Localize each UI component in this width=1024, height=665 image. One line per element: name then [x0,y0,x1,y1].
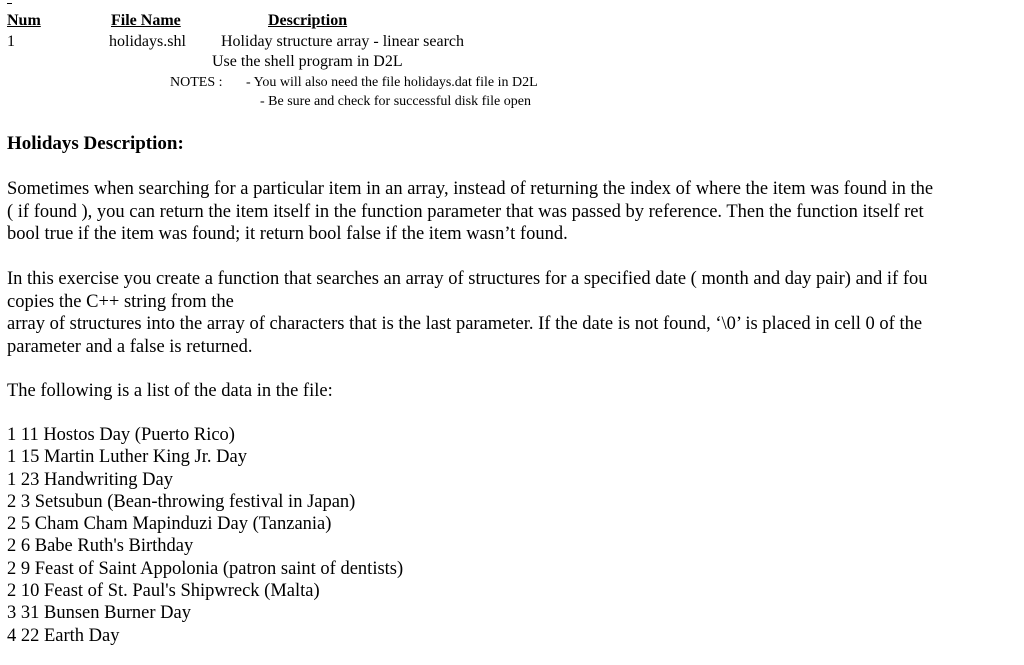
list-item: 2 6 Babe Ruth's Birthday [7,536,194,557]
top-left-mark [7,3,12,4]
list-item: 2 10 Feast of St. Paul's Shipwreck (Malta) [7,581,320,602]
paragraph-line: In this exercise you create a function that searches an array of structures for a specified date ( month and day pair) and if fou [7,269,928,289]
notes-label: NOTES : [170,75,223,90]
row-description: Holiday structure array - linear search [221,33,464,50]
paragraph-1 [7,178,933,246]
section-title: Holidays Description: [7,133,184,154]
header-num: Num [7,12,41,29]
paragraph-line: Sometimes when searching for a particular item in an array, instead of returning the index of where the item was found in the [7,179,934,199]
paragraph-line: bool true if the item was found; it return bool false if the item wasn’t found. [7,224,568,244]
list-item: 1 23 Handwriting Day [7,469,173,490]
paragraph-line: array of structures into the array of characters that is the last parameter. If the date is not found, ‘\0’ is placed in cell 0 of the [7,314,923,334]
use-shell-line: Use the shell program in D2L [212,53,403,70]
header-file-name: File Name [111,12,181,29]
list-item: 2 5 Cham Cham Mapinduzi Day (Tanzania) [7,514,332,535]
list-item: 3 31 Bunsen Burner Day [7,603,191,624]
list-intro: The following is a list of the data in the file: [7,381,333,401]
list-item: 4 22 Earth Day [7,625,120,646]
list-item: 2 3 Setsubun (Bean-throwing festival in Japan) [7,491,356,512]
note-line: - You will also need the file holidays.dat file in D2L [246,75,538,90]
list-item: 2 9 Feast of Saint Appolonia (patron saint of dentists) [7,558,404,579]
row-num: 1 [7,33,15,50]
list-item: 1 11 Hostos Day (Puerto Rico) [7,425,235,445]
paragraph-line: parameter and a false is returned. [7,336,253,357]
paragraph-2 [7,268,928,358]
note-line: - Be sure and check for successful disk file open [260,94,531,109]
row-file-name: holidays.shl [109,33,186,50]
paragraph-line: copies the C++ string from the [7,291,234,312]
holiday-data-list [7,424,403,647]
list-item: 1 15 Martin Luther King Jr. Day [7,447,247,468]
paragraph-line: ( if found ), you can return the item itself in the function parameter that was passed by reference. Then the function itself ret [7,201,924,222]
header-description: Description [268,12,348,29]
